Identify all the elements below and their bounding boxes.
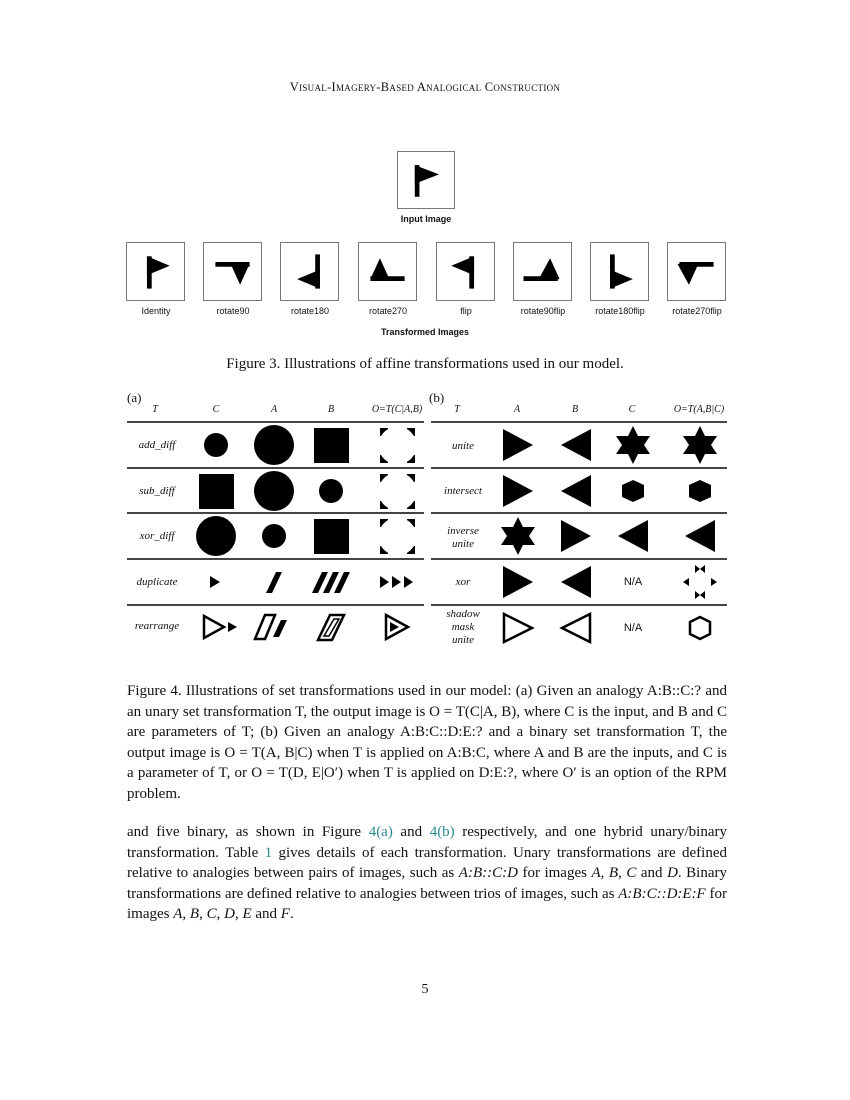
panel-a-label: (a) [127, 390, 142, 405]
right-triangle-icon [493, 469, 543, 513]
row-label-line: shadow [446, 608, 480, 620]
row-label-line: inverse [447, 525, 479, 537]
transform-rotate180flip [590, 242, 649, 301]
star-icon [675, 423, 725, 467]
small-circle-icon [249, 514, 299, 558]
figure-3-caption: Figure 3. Illustrations of affine transformations used in our model. [226, 356, 624, 372]
outline-parallelogram-and-bar-icon [249, 606, 299, 650]
star-points-icon [675, 560, 725, 604]
transform-rotate270 [358, 242, 417, 301]
large-circle-icon [249, 423, 299, 467]
table-1-link[interactable]: 1 [264, 844, 273, 861]
figure-4b-link[interactable]: 4(b) [429, 824, 455, 840]
header-O: O=T(C|A,B) [371, 404, 423, 415]
row-label: unite [452, 440, 474, 452]
transform-label: rotate90flip [520, 306, 566, 316]
three-bars-icon [306, 560, 356, 604]
transformed-images-label: Transformed Images [380, 327, 470, 337]
large-circle-icon [191, 514, 241, 558]
not-applicable-text: N/A [623, 576, 643, 588]
row-label-line: unite [452, 634, 474, 646]
text-run: and [636, 865, 668, 881]
star-icon [608, 423, 658, 467]
row-label: sub_diff [139, 485, 175, 497]
right-triangle-icon [493, 423, 543, 467]
outline-left-triangle-icon [551, 606, 601, 650]
hexagon-icon [608, 469, 658, 513]
text-run: respectively, and one hybrid unary/binary transformation. Table [127, 824, 727, 861]
circle-corners-icon [372, 469, 422, 513]
row-label: add_diff [138, 439, 176, 451]
analogy-example: A:B:C::D:E:F [618, 885, 706, 902]
left-triangle-icon [551, 469, 601, 513]
right-triangle-icon [493, 560, 543, 604]
transform-label: rotate270 [368, 306, 408, 316]
input-image [397, 151, 455, 209]
transform-rotate90 [203, 242, 262, 301]
circle-corners-icon [372, 423, 422, 467]
analogy-example: A:B::C:D [458, 865, 518, 881]
text-run: . Binary transformations are defined relative to analogies between trios of images, such as [127, 865, 727, 902]
transform-rotate90flip [513, 242, 572, 301]
header-B: B [571, 404, 579, 415]
transform-flip [436, 242, 495, 301]
body-paragraph: and five binary, as shown in Figure 4(a) and 4(b) respectively, and one hybrid unary/binary transformation. Table 1 gives details of each transformation. Unary transformations are defined relative to analogies between pairs of images, such as A:B::C:D for images A, B, C and D. Binary transformations are defined relative to analogies between trios of images, such as A:B:C::D:E:F for images A, B, C, D, E and F. [127, 824, 728, 922]
flag-rotate270flip-icon [668, 243, 725, 300]
text-run: for images [517, 865, 592, 881]
square-icon [306, 423, 356, 467]
figure-4a-link[interactable]: 4(a) [368, 824, 393, 840]
transform-label: flip [460, 306, 472, 316]
row-label [431, 525, 495, 551]
hexagon-icon [675, 469, 725, 513]
flag-rotate180-icon [281, 243, 338, 300]
flag-rotate180flip-icon [591, 243, 648, 300]
header-C: C [212, 404, 220, 415]
flag-flip-icon [437, 243, 494, 300]
row-label: xor [455, 576, 471, 588]
row-label [431, 608, 495, 647]
three-triangles-icon [372, 560, 422, 604]
small-circle-icon [306, 469, 356, 513]
square-icon [191, 469, 241, 513]
transform-label: rotate270flip [672, 306, 722, 316]
text-run: for images [127, 885, 727, 922]
square-icon [306, 514, 356, 558]
large-circle-icon [249, 469, 299, 513]
text-run: gives details of each transformation. Unary transformations are defined relative to analogies between pairs of images, such as [127, 844, 728, 881]
transform-label: rotate180 [290, 306, 330, 316]
row-label: intersect [444, 485, 482, 497]
outline-triangle-and-small-triangle-icon [196, 606, 246, 650]
nested-parallelogram-icon [306, 606, 356, 650]
row-label: xor_diff [139, 530, 175, 542]
flag-input-icon [398, 152, 454, 208]
header-O: O=T(A,B|C) [673, 404, 725, 415]
input-image-label: Input Image [400, 214, 452, 224]
panel-b-label: (b) [429, 390, 445, 405]
small-circle-icon [191, 423, 241, 467]
transform-label: rotate180flip [595, 306, 645, 316]
not-applicable-text: N/A [623, 622, 643, 634]
circle-corners-icon [372, 514, 422, 558]
right-triangle-icon [551, 514, 601, 558]
text-run: and [392, 824, 430, 840]
header-A: A [270, 404, 278, 415]
row-label: rearrange [134, 620, 180, 632]
text-run: and five binary, as shown in Figure [127, 824, 369, 840]
flag-rotate270-icon [359, 243, 416, 300]
nested-triangle-icon [372, 606, 422, 650]
flag-rotate90flip-icon [514, 243, 571, 300]
small-triangle-icon [191, 560, 241, 604]
star-icon [493, 514, 543, 558]
header-C: C [628, 404, 636, 415]
transform-label: Identity [141, 306, 171, 316]
running-head: Visual-Imagery-Based Analogical Construction [289, 80, 561, 94]
row-label-line: mask [451, 621, 475, 633]
row-label: duplicate [136, 576, 178, 588]
outline-hexagon-icon [675, 606, 725, 650]
header-A: A [513, 404, 521, 415]
left-triangle-icon [675, 514, 725, 558]
left-triangle-icon [551, 423, 601, 467]
row-label-line: unite [452, 538, 474, 550]
header-B: B [327, 404, 335, 415]
outline-right-triangle-icon [493, 606, 543, 650]
transform-rotate180 [280, 242, 339, 301]
left-triangle-icon [608, 514, 658, 558]
figure-4-caption: Figure 4. Illustrations of set transformations used in our model: (a) Given an analogy A:B::C:? and an unary set transformation T, the output image is O = T(C|A, B), where C is the input, and B and C are parameters of T; (b) Given an analogy A:B:C::D:E:? and a binary set transformation T, the output image is O = T(A, B|C) when T is applied on A:B:C, where A and B are the inputs, and C is a parameter of T, or O = T(D, E|O′) when T is applied on D:E:?, where O′ is an option of the RPM problem. [127, 683, 727, 802]
header-T: T [152, 404, 158, 415]
transform-label: rotate90 [216, 306, 250, 316]
page-number: 5 [421, 982, 429, 997]
left-triangle-icon [551, 560, 601, 604]
flag-rotate90-icon [204, 243, 261, 300]
header-T: T [454, 404, 460, 415]
transform-rotate270flip [667, 242, 726, 301]
transform-identity [126, 242, 185, 301]
flag-identity-icon [127, 243, 184, 300]
bar-icon [249, 560, 299, 604]
